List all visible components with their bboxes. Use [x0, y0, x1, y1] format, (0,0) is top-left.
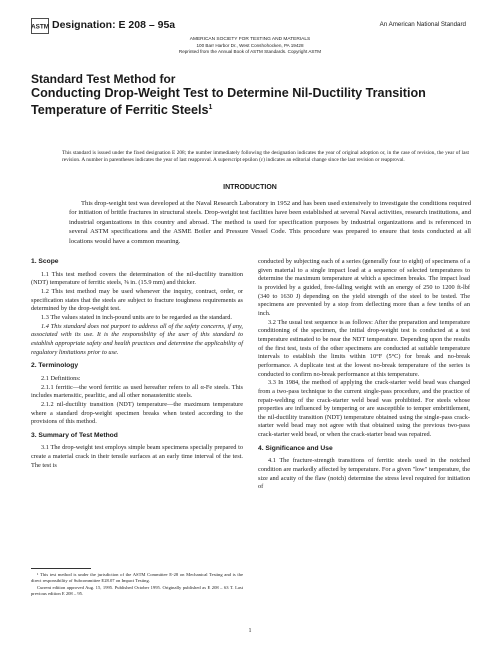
footnote-edition: Current edition approved Aug. 15, 1995. Published October 1995. Originally published as E 208 – 63 T. Last previous edition E 208 – 95.	[31, 585, 243, 597]
publisher-name: AMERICAN SOCIETY FOR TESTING AND MATERIALS	[189, 37, 311, 42]
paragraph-3-3: 3.3 In 1984, the method of applying the crack-starter weld bead was changed from a two-pass technique to the current single-pass procedure, and the practice of repair-welding of the crack-starter weld bead was prohibited. For steels whose properties are influenced by tempering or are susceptible to temper embrittlement, the nil-ductility transition (NDT) temperature obtained using the single-pass crack-starter weld bead may not agree with that obtained using the previous two-pass crack-starter weld bead, or when the crack-starter bead was repaired.	[258, 379, 470, 439]
paragraph-2-1: 2.1 Definitions:	[41, 374, 81, 382]
reprint-notice: Reprinted from the Annual Book of ASTM Standards. Copyright ASTM	[178, 49, 322, 54]
page-number: 1	[248, 628, 252, 634]
section-heading-summary: 3. Summary of Test Method	[31, 431, 118, 439]
paragraph-2-1-2: 2.1.2 nil-ductility transition (NDT) temperature—the maximum temperature where a standard drop-weight specimen breaks when tested according to the provisions of this method.	[31, 400, 243, 426]
section-heading-scope: 1. Scope	[31, 258, 59, 265]
paragraph-1-4: 1.4 This standard does not purport to address all of the safety concerns, if any, associated with its use. It is the responsibility of the user of this standard to establish appropriate safety and health practices and determine the applicability of regulatory limitations prior to use.	[31, 322, 243, 356]
svg-text:ASTM: ASTM	[31, 23, 49, 31]
right-column	[258, 258, 470, 492]
paragraph-3-1-continued: conducted by subjecting each of a series (generally four to eight) of specimens of a given material to a single impact load at a sequence of selected temperatures to determine the maximum temperature at which a specimen breaks. The impact load is provided by a guided, free-falling weight with an energy of 250 to 1200 ft-lbf (340 to 1630 J) depending on the yield strength of the steel to be tested. The specimens are prevented by a stop from deflecting more than a few tenths of an inch.	[258, 258, 470, 317]
paragraph-1-1: 1.1 This test method covers the determination of the nil-ductility transition (NDT) temperature of ferritic steels, ⅝ in. (15.9 mm) and thicker.	[31, 270, 243, 287]
paragraph-2-1-1: 2.1.1 ferritic—the word ferritic as used hereafter refers to all α-Fe steels. This includes martensitic, pearlitic, and all other nonaustenitic steels.	[31, 383, 243, 400]
designation: Designation: E 208 – 95a	[52, 19, 176, 31]
astm-logo-icon	[31, 18, 49, 34]
issued-note: This standard is issued under the fixed designation E 208; the number immediately following the designation indicates the year of original adoption or, in the case of revision, the year of last revision. A number in parentheses indicates the year of last reapproval. A superscript epsilon (ε) indicates an editorial change since the last revision or reapproval.	[62, 150, 469, 163]
title-footnote-mark: 1	[208, 103, 213, 111]
section-heading-significance: 4. Significance and Use	[258, 444, 333, 452]
paragraph-1-3: 1.3 The values stated in inch-pound units are to be regarded as the standard.	[41, 313, 233, 321]
footnote-1: ¹ This test method is under the jurisdiction of the ASTM Committee E-28 on Mechanical Testing and is the direct responsibility of Subcommittee E28.07 on Impact Testing.	[31, 572, 243, 584]
publisher-address: 100 Barr Harbor Dr., West Conshohocken, PA 19428	[196, 43, 304, 48]
document-title-text: Conducting Drop-Weight Test to Determine Nil-Ductility Transition Temperature of Ferritic Steels	[31, 86, 426, 117]
document-title	[31, 86, 471, 117]
paragraph-1-2: 1.2 This test method may be used whenever the inquiry, contract, order, or specification states that the steels are subject to fracture toughness requirements as determined by the drop-weight test.	[31, 287, 243, 313]
footnotes	[31, 572, 243, 598]
section-heading-terminology: 2. Terminology	[31, 362, 79, 370]
american-national-standard: An American National Standard	[379, 21, 466, 28]
footnote-rule	[31, 568, 91, 569]
introduction-heading: INTRODUCTION	[223, 184, 277, 191]
title-prefix: Standard Test Method for	[31, 72, 176, 86]
paragraph-3-1: 3.1 The drop-weight test employs simple beam specimens specially prepared to create a material crack in their tensile surfaces at an early time interval of the test. The test is	[31, 444, 243, 469]
paragraph-4-1: 4.1 The fracture-strength transitions of ferritic steels used in the notched condition are markedly affected by temperature. For a given "low" temperature, the size and acuity of the flaw (notch) determine the stress level required for initiation of	[258, 457, 470, 491]
left-column	[31, 258, 243, 470]
introduction-text: This drop-weight test was developed at the Naval Research Laboratory in 1952 and has been used extensively to investigate the conditions required for initiation of brittle fractures in structural steels. Drop-weight test facilities have been established at several Naval activities, research institutions, and industrial organizations in this country and abroad. The method is used for specification purposes by industrial organizations and is referenced in several ASTM specifications and the ASME Boiler and Pressure Vessel Code. This procedure was prepared to ensure that tests conducted at all locations would have a common meaning.	[69, 200, 471, 245]
paragraph-3-2: 3.2 The usual test sequence is as follows: After the preparation and temperature conditioning of the specimen, the initial drop-weight test is conducted at a test temperature estimated to be near the NDT temperature. Depending upon the results of the first test, tests of the other specimens are conducted at suitable temperature intervals to establish the limits within 10°F (5°C) for break and no-break performance. A duplicate test at the lowest no-break temperature of the series is conducted to confirm no-break performance at this temperature.	[258, 318, 470, 378]
